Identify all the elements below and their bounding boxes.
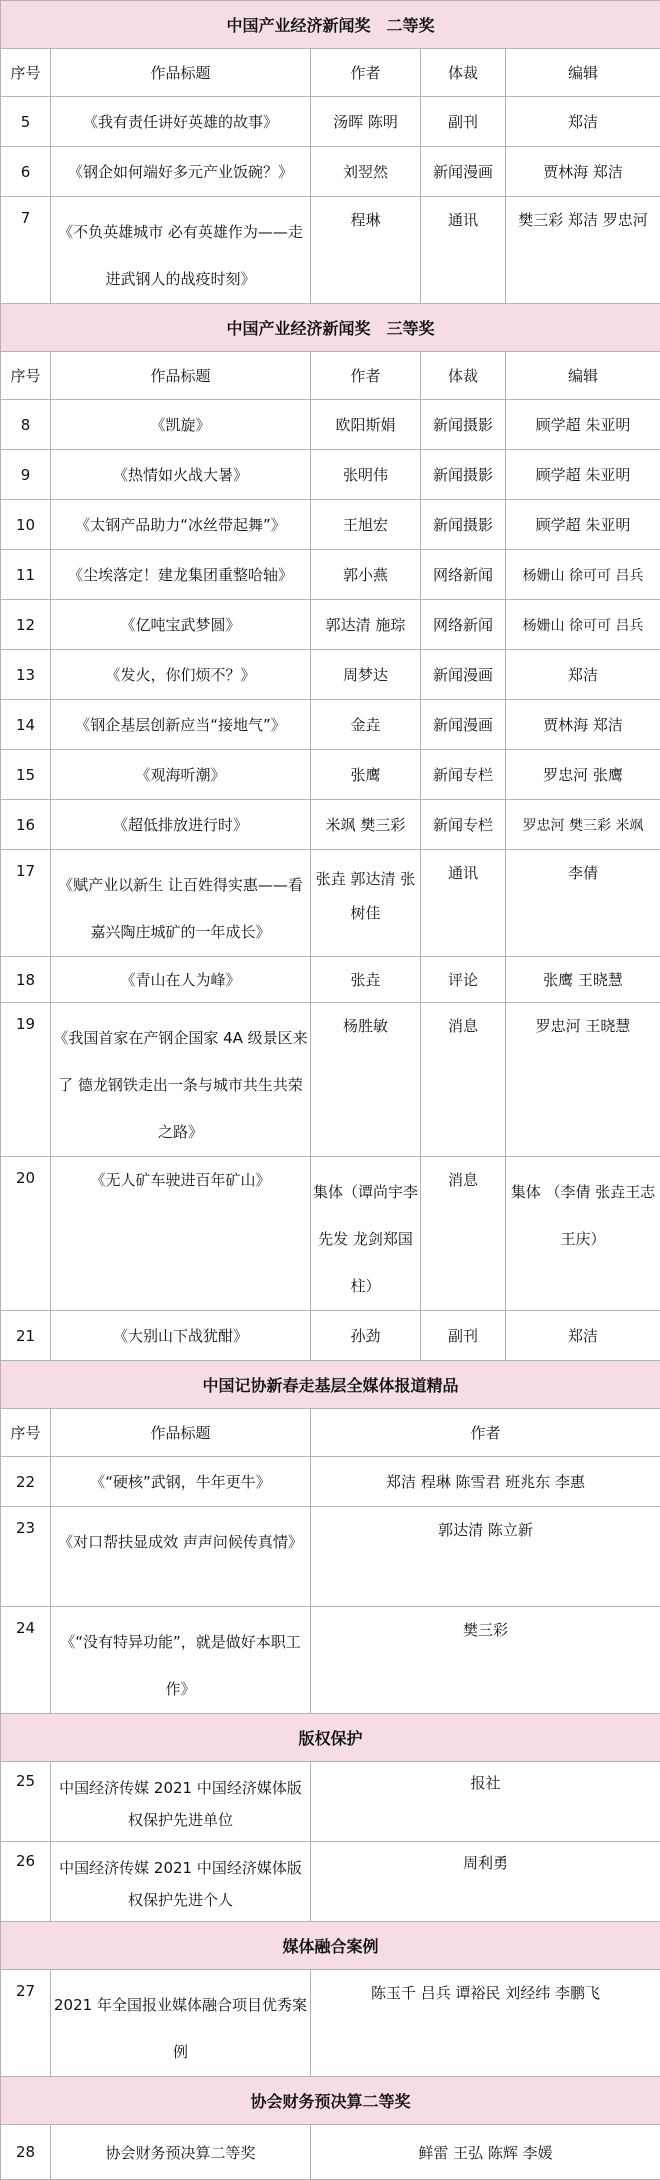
section-title: 中国产业经济新闻奖 三等奖 — [1, 304, 660, 352]
row-genre: 消息 — [421, 1157, 506, 1311]
row-title: 《钢企基层创新应当“接地气”》 — [51, 700, 311, 750]
row-number: 14 — [1, 700, 51, 750]
table-row — [1, 500, 660, 550]
col-header-author: 作者 — [311, 49, 421, 97]
column-header-row — [1, 1409, 660, 1457]
row-number: 19 — [1, 1003, 51, 1157]
row-title: 《观海听潮》 — [51, 750, 311, 800]
row-number: 24 — [1, 1607, 51, 1714]
row-editor: 罗忠河 王晓慧 — [506, 1003, 660, 1157]
table-row — [1, 750, 660, 800]
row-author: 陈玉千 吕兵 谭裕民 刘经纬 李鹏飞 — [311, 1970, 660, 2077]
row-editor: 贾林海 郑洁 — [506, 700, 660, 750]
row-author: 杨胜敏 — [311, 1003, 421, 1157]
row-author: 王旭宏 — [311, 500, 421, 550]
row-title: 《尘埃落定！建龙集团重整哈轴》 — [51, 550, 311, 600]
section-header-finance — [1, 2077, 660, 2125]
table-row — [1, 450, 660, 500]
row-author: 张垚 郭达清 张树佳 — [311, 850, 421, 957]
row-title: 《大别山下战犹酣》 — [51, 1311, 311, 1361]
row-author: 报社 — [311, 1762, 660, 1842]
col-header-genre: 体裁 — [421, 352, 506, 400]
table-row — [1, 800, 660, 850]
row-title: 《超低排放进行时》 — [51, 800, 311, 850]
row-author: 张垚 — [311, 957, 421, 1003]
column-header-row — [1, 49, 660, 97]
table-row — [1, 1970, 660, 2077]
table-row — [1, 700, 660, 750]
row-author: 周梦达 — [311, 650, 421, 700]
row-author: 郭达清 陈立新 — [311, 1507, 660, 1607]
row-editor: 贾林海 郑洁 — [506, 147, 660, 197]
col-header-title: 作品标题 — [51, 352, 311, 400]
section-title: 中国产业经济新闻奖 二等奖 — [1, 1, 660, 49]
row-author: 金垚 — [311, 700, 421, 750]
row-genre: 新闻专栏 — [421, 800, 506, 850]
row-editor: 顾学超 朱亚明 — [506, 450, 660, 500]
row-editor: 郑洁 — [506, 650, 660, 700]
row-number: 8 — [1, 400, 51, 450]
row-author: 程琳 — [311, 197, 421, 304]
row-editor: 张鹰 王晓慧 — [506, 957, 660, 1003]
row-number: 21 — [1, 1311, 51, 1361]
col-header-title: 作品标题 — [51, 49, 311, 97]
row-genre: 评论 — [421, 957, 506, 1003]
col-header-no: 序号 — [1, 49, 51, 97]
row-number: 18 — [1, 957, 51, 1003]
row-editor: 李倩 — [506, 850, 660, 957]
row-number: 10 — [1, 500, 51, 550]
row-title: 《“硬核”武钢，牛年更牛》 — [51, 1457, 311, 1507]
table-row — [1, 1507, 660, 1607]
row-editor: 杨姗山 徐可可 吕兵 — [506, 550, 660, 600]
row-genre: 新闻摄影 — [421, 400, 506, 450]
col-header-no: 序号 — [1, 1409, 51, 1457]
row-author: 刘翌然 — [311, 147, 421, 197]
row-author: 集体（谭尚宇李先发 龙剑郑国柱） — [311, 1157, 421, 1311]
table-row — [1, 197, 660, 304]
row-editor: 杨姗山 徐可可 吕兵 — [506, 600, 660, 650]
row-title: 《赋产业以新生 让百姓得实惠——看嘉兴陶庄城矿的一年成长》 — [51, 850, 311, 957]
row-number: 25 — [1, 1762, 51, 1842]
row-number: 22 — [1, 1457, 51, 1507]
table-row — [1, 550, 660, 600]
row-title: 《热情如火战大暑》 — [51, 450, 311, 500]
table-row — [1, 400, 660, 450]
row-title: 中国经济传媒 2021 中国经济媒体版权保护先进单位 — [51, 1762, 311, 1842]
col-header-author: 作者 — [311, 1409, 660, 1457]
row-author: 欧阳斯娟 — [311, 400, 421, 450]
column-header-row — [1, 352, 660, 400]
row-title: 《不负英雄城市 必有英雄作为——走进武钢人的战疫时刻》 — [51, 197, 311, 304]
table-row — [1, 650, 660, 700]
row-title: 2021 年全国报业媒体融合项目优秀案例 — [51, 1970, 311, 2077]
row-genre: 新闻漫画 — [421, 650, 506, 700]
section-header-second-prize — [1, 1, 660, 49]
row-title: 《青山在人为峰》 — [51, 957, 311, 1003]
col-header-author: 作者 — [311, 352, 421, 400]
row-genre: 网络新闻 — [421, 600, 506, 650]
row-author: 郭小燕 — [311, 550, 421, 600]
col-header-editor: 编辑 — [506, 352, 660, 400]
row-title: 《我国首家在产钢企国家 4A 级景区来了 德龙钢铁走出一条与城市共生共荣之路》 — [51, 1003, 311, 1157]
table-row — [1, 1157, 660, 1311]
row-editor: 郑洁 — [506, 97, 660, 147]
table-row — [1, 147, 660, 197]
row-title: 《发火，你们烦不？》 — [51, 650, 311, 700]
row-title: 《我有责任讲好英雄的故事》 — [51, 97, 311, 147]
row-genre: 网络新闻 — [421, 550, 506, 600]
row-genre: 消息 — [421, 1003, 506, 1157]
section-title: 中国记协新春走基层全媒体报道精品 — [1, 1361, 660, 1409]
row-title: 《钢企如何端好多元产业饭碗？》 — [51, 147, 311, 197]
row-number: 23 — [1, 1507, 51, 1607]
row-title: 《对口帮扶显成效 声声问候传真情》 — [51, 1507, 311, 1607]
col-header-title: 作品标题 — [51, 1409, 311, 1457]
row-editor: 顾学超 朱亚明 — [506, 500, 660, 550]
section-header-media-convergence — [1, 1922, 660, 1970]
row-number: 6 — [1, 147, 51, 197]
row-genre: 通讯 — [421, 850, 506, 957]
row-author: 郑洁 程琳 陈雪君 班兆东 李惠 — [311, 1457, 660, 1507]
row-author: 孙劲 — [311, 1311, 421, 1361]
table-row — [1, 2125, 660, 2180]
row-number: 27 — [1, 1970, 51, 2077]
row-number: 20 — [1, 1157, 51, 1311]
row-number: 12 — [1, 600, 51, 650]
row-editor: 郑洁 — [506, 1311, 660, 1361]
row-author: 郭达清 施琮 — [311, 600, 421, 650]
row-number: 17 — [1, 850, 51, 957]
section-header-third-prize — [1, 304, 660, 352]
row-author: 汤晖 陈明 — [311, 97, 421, 147]
row-title: 《无人矿车驶进百年矿山》 — [51, 1157, 311, 1311]
table-row — [1, 1842, 660, 1922]
row-genre: 通讯 — [421, 197, 506, 304]
col-header-no: 序号 — [1, 352, 51, 400]
row-author: 周利勇 — [311, 1842, 660, 1922]
table-row — [1, 1607, 660, 1714]
col-header-genre: 体裁 — [421, 49, 506, 97]
table-row — [1, 1457, 660, 1507]
row-number: 5 — [1, 97, 51, 147]
row-editor: 顾学超 朱亚明 — [506, 400, 660, 450]
row-number: 13 — [1, 650, 51, 700]
row-title: 《“没有特异功能”，就是做好本职工作》 — [51, 1607, 311, 1714]
row-genre: 副刊 — [421, 1311, 506, 1361]
table-row — [1, 1762, 660, 1842]
row-genre: 新闻摄影 — [421, 450, 506, 500]
row-editor: 集体 （李倩 张垚王志 王庆） — [506, 1157, 660, 1311]
section-title: 版权保护 — [1, 1714, 660, 1762]
row-title: 《凯旋》 — [51, 400, 311, 450]
row-number: 26 — [1, 1842, 51, 1922]
row-number: 15 — [1, 750, 51, 800]
row-number: 11 — [1, 550, 51, 600]
row-editor: 罗忠河 张鹰 — [506, 750, 660, 800]
row-title: 《太钢产品助力“冰丝带起舞”》 — [51, 500, 311, 550]
row-genre: 新闻摄影 — [421, 500, 506, 550]
row-author: 米飒 樊三彩 — [311, 800, 421, 850]
table-row — [1, 957, 660, 1003]
row-genre: 新闻漫画 — [421, 147, 506, 197]
table-row — [1, 97, 660, 147]
table-row — [1, 850, 660, 957]
row-author: 鲜雷 王弘 陈辉 李媛 — [311, 2125, 660, 2180]
row-number: 16 — [1, 800, 51, 850]
row-title: 《亿吨宝武梦圆》 — [51, 600, 311, 650]
row-editor: 樊三彩 郑洁 罗忠河 — [506, 197, 660, 304]
table-row — [1, 600, 660, 650]
row-title: 协会财务预决算二等奖 — [51, 2125, 311, 2180]
table-row — [1, 1311, 660, 1361]
row-number: 9 — [1, 450, 51, 500]
section-header-grassroots-reporting — [1, 1361, 660, 1409]
row-title: 中国经济传媒 2021 中国经济媒体版权保护先进个人 — [51, 1842, 311, 1922]
row-genre: 副刊 — [421, 97, 506, 147]
row-author: 张明伟 — [311, 450, 421, 500]
row-author: 樊三彩 — [311, 1607, 660, 1714]
row-genre: 新闻专栏 — [421, 750, 506, 800]
col-header-editor: 编辑 — [506, 49, 660, 97]
section-header-copyright — [1, 1714, 660, 1762]
row-number: 28 — [1, 2125, 51, 2180]
row-genre: 新闻漫画 — [421, 700, 506, 750]
row-number: 7 — [1, 197, 51, 304]
section-title: 媒体融合案例 — [1, 1922, 660, 1970]
row-editor: 罗忠河 樊三彩 米飒 — [506, 800, 660, 850]
section-title: 协会财务预决算二等奖 — [1, 2077, 660, 2125]
table-row — [1, 1003, 660, 1157]
row-author: 张鹰 — [311, 750, 421, 800]
